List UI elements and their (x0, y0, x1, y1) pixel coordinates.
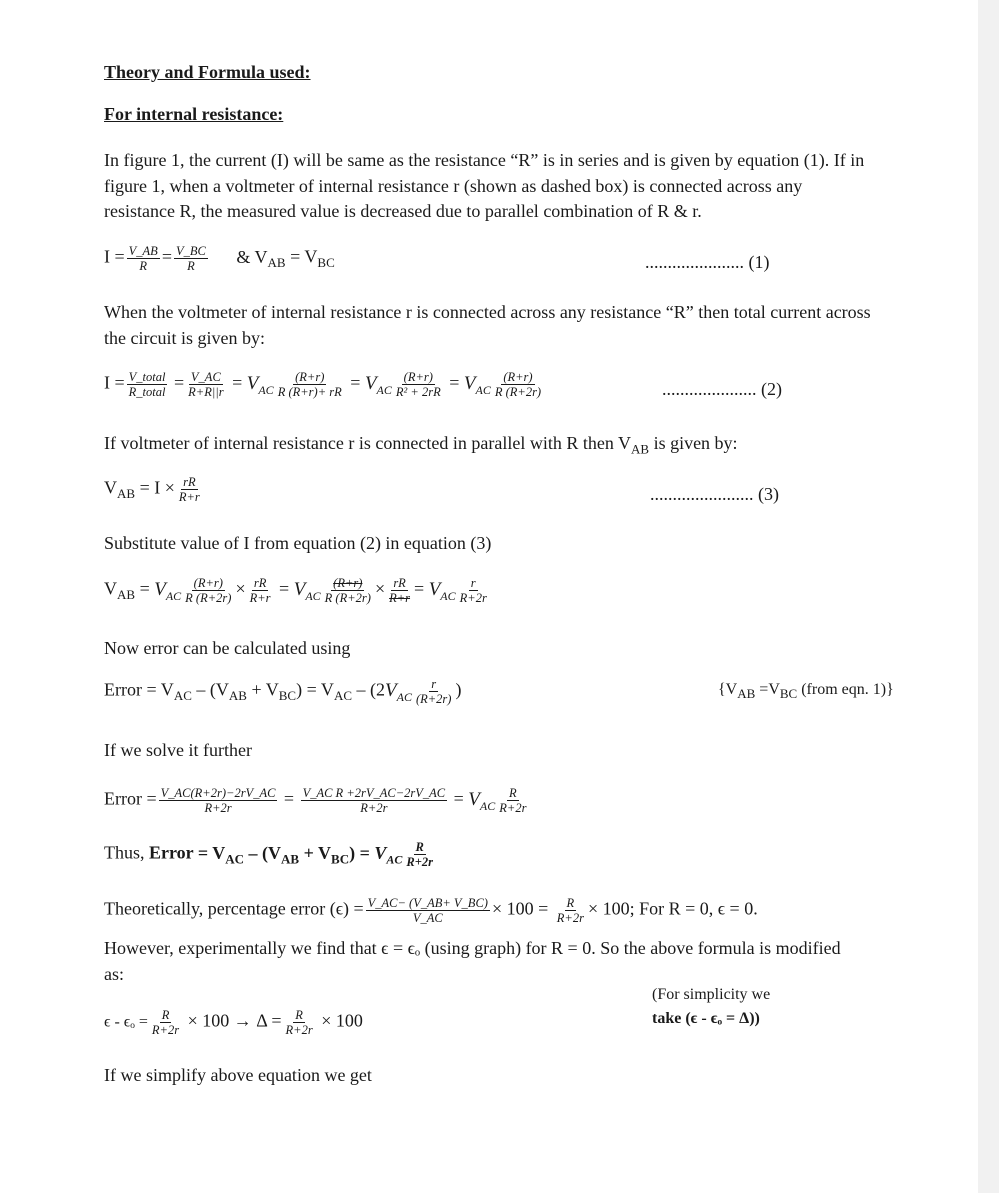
paragraph-error: Now error can be calculated using (104, 638, 351, 658)
eq4-vac-sub-3: AC (440, 588, 456, 603)
para7-text-b: × 100 = (491, 898, 549, 919)
eq6-vac-sub: AC (479, 798, 496, 813)
eq4-frac5-num: r (470, 576, 476, 590)
eq6-lhs: Error = (104, 788, 157, 809)
eq1-mid: = V (285, 246, 318, 267)
paragraph-simplify: If we simplify above equation we get (104, 1065, 372, 1085)
eq8-mid: × 100 → Δ = (187, 1010, 282, 1031)
eq8-frac1-den: R+2r (151, 1023, 180, 1037)
eq8-frac2-den: R+2r (285, 1023, 313, 1037)
equation-1 (104, 244, 335, 273)
note-simplicity-2: take (ϵ - ϵₒ = Δ)) (652, 1010, 760, 1027)
eq4-frac2-den: R+r (249, 591, 271, 605)
eq4-lhs: V (104, 578, 117, 599)
eq1-and: & V (236, 246, 268, 267)
equation-5-note (718, 681, 894, 702)
para7-frac-num: V_AC− (V_AB+ V_BC) (367, 896, 488, 910)
eq2-vac-1: V (246, 372, 259, 394)
eq2-frac4-num: (R+r) (403, 370, 433, 384)
equation-2-number: ..................... (2) (662, 379, 782, 399)
eq8-frac2-num: R (295, 1008, 303, 1022)
para3-end: is given by: (649, 433, 738, 453)
paragraph-substitute: Substitute value of I from equation (2) in equation (3) (104, 533, 492, 553)
eq4-vac-1: V (154, 578, 166, 600)
eq7-frac-den: R+2r (406, 855, 433, 869)
equation-7: Thus, Error = $V_{AC} - (V_{AB} + V_{BC}) = V_{AC}$ $\frac{R}{R+2r}$ (104, 840, 433, 869)
eq1-lhs: I = (104, 246, 125, 267)
equation-5: Error = $V_{AC} - (V_{AB} + V_{BC}) = V_{AC} - (2V_{AC}$ $\frac{r}{(R+2r)}$ ) (104, 677, 462, 706)
eq4-frac2-num: rR (253, 576, 267, 590)
eq2-frac2-num: V_AC (190, 370, 221, 384)
para7-frac2-den: R+2r (556, 911, 584, 925)
eq2-frac4-den: R² + 2rR (395, 385, 441, 399)
eq5-note-end: (from eqn. 1)} (797, 681, 894, 698)
eq3-lhs-sub: AB (117, 486, 136, 502)
scrollbar[interactable] (978, 0, 999, 1193)
eq6-frac3-num: R (509, 786, 517, 800)
eq1-sub-ab: AB (267, 255, 286, 271)
eq4-vac-3: V (428, 578, 441, 600)
paragraph-experimental: However, experimentally we find that ϵ = ϵₒ (using graph) for R = 0. So the above formula is modified as: (104, 938, 841, 984)
eq6-frac1-num: V_AC(R+2r)−2rV_AC (160, 786, 276, 800)
equation-8 (104, 1008, 363, 1037)
eq6-vac: V (468, 788, 480, 810)
eq1-frac2-num: V_BC (175, 244, 206, 258)
eq2-frac1-num: V_total (128, 370, 166, 384)
note-simplicity-1: (For simplicity we (652, 986, 771, 1003)
eq3-frac-den: R+r (178, 490, 200, 504)
eq2-vac-sub-1: AC (258, 382, 274, 397)
eq2-vac-3: V (463, 372, 476, 394)
eq1-frac1-den: R (139, 259, 148, 273)
eq3-mid: = I × (135, 477, 175, 498)
eq1-frac2-den: R (187, 259, 195, 273)
eq2-frac2-den: R+R||r (188, 385, 224, 399)
eq2-vac-sub-3: AC (475, 382, 491, 397)
eq2-vac-2: V (364, 372, 377, 394)
eq5-note-sub1: AB (737, 686, 756, 702)
equation-3 (104, 475, 204, 504)
eq3-lhs: V (104, 477, 117, 498)
equation-4: $V_{AB} = V_{AC}$ $\frac{(R+r)}{R (R+2r)}$ × $\frac{rR}{R+r}$ = $V_{AC}$ $\frac{(R+r)}{R (R+2r)}$ × $\frac{rR}{R+r}$ = $V_{AC}$ $\frac{r}{R+2r}$ (104, 576, 487, 605)
eq2-vac-sub-2: AC (376, 382, 392, 397)
eq1-sub-bc: BC (317, 255, 335, 271)
eq6-frac3-den: R+2r (499, 801, 527, 815)
eq2-frac3-den: R (R+r)+ rR (277, 385, 342, 399)
eq6-frac2-num: V_AC R +2rV_AC−2rV_AC (302, 786, 446, 800)
eq5-note-sub2: BC (779, 686, 798, 702)
eq7-error: Error (149, 842, 194, 863)
eq8-tail: × 100 (321, 1010, 363, 1031)
paragraph-parallel (104, 431, 738, 462)
eq4-frac3-num: (R+r) (333, 576, 363, 590)
eq4-vac-sub-1: AC (165, 588, 182, 603)
equation-2: I = $\frac{\text{V\_total}}{\text{R\_total}}$ = $\frac{V\_AC}{R+R||r}$ = $V_{AC}$ $\frac{(R+r)}{R (R+r)+ rR}$ = $V_{AC}$ $\frac{(R+r)}{\text{R² + 2rR}}$ = $V_{AC}$ $\frac{(R+r)}{R (R+2r)}$ (104, 370, 542, 399)
eq4-frac5-den: R+2r (459, 591, 487, 605)
eq4-frac4-den: R+r (389, 591, 411, 605)
eq4-frac3-den: R (R+2r) (324, 591, 371, 605)
eq4-frac1-num: (R+r) (193, 576, 223, 590)
eq4-frac4-num: rR (393, 576, 406, 590)
eq6-frac2-den: R+2r (360, 801, 388, 815)
equation-3-number: ....................... (3) (650, 484, 779, 504)
paragraph-solve: If we solve it further (104, 740, 252, 760)
eq2-lhs: I = (104, 372, 125, 393)
eq5-note-mid: =V (755, 681, 780, 698)
eq4-frac1-den: R (R+2r) (185, 591, 232, 605)
eq8-frac1-num: R (161, 1008, 170, 1022)
para7-text-a: Theoretically, percentage error (ϵ) = (104, 898, 364, 919)
eq2-frac1-den: R_total (128, 385, 166, 399)
eq5-frac-den: (R+2r) (415, 692, 452, 706)
para3-sub: AB (631, 441, 650, 457)
para7-frac-den: V_AC (412, 911, 443, 925)
eq1-frac1-num: V_AB (128, 244, 158, 258)
eq4-vac-sub-2: AC (305, 588, 321, 603)
eq8-lhs: ϵ - ϵₒ = (104, 1013, 148, 1031)
eq4-vac-2: V (293, 578, 306, 600)
heading-theory: Theory and Formula used: (104, 62, 311, 82)
eq2-frac5-den: R (R+2r) (494, 385, 542, 399)
eq6-frac1-den: R+2r (204, 801, 232, 815)
eq7-frac-num: R (415, 840, 424, 854)
paragraph-voltmeter: When the voltmeter of internal resistance r is connected across any resistance “R” then total current across the circuit is given by: (104, 302, 871, 348)
eq3-frac-num: rR (183, 475, 196, 489)
eq1-equals: = (161, 246, 172, 267)
paragraph-intro: In figure 1, the current (I) will be same as the resistance “R” is in series and is given by equation (1). If in figure 1, when a voltmeter of internal resistance r (shown as dashed box) is connected across any resistance R, the measured value is decreased due to parallel combination of R & r. (104, 150, 865, 221)
eq2-frac5-num: (R+r) (503, 370, 533, 384)
eq2-frac3-num: (R+r) (295, 370, 325, 384)
eq5-note-start: {V (718, 681, 738, 698)
equation-6: Error = $\frac{V\_AC(R+2r)-2rV\_AC}{R+2r}$ = $\frac{\text{V\_AC R +2rV\_AC−2rV\_AC}}{R+2r}$ = $V_{AC}$ $\frac{R}{R+2r}$ (104, 786, 527, 815)
eq5-error-label: Error = V (104, 679, 174, 700)
para7-frac2-num: R (566, 896, 575, 910)
para7-text-c: × 100; For R = 0, ϵ = 0. (587, 898, 758, 919)
eq7-thus: Thus, (104, 842, 149, 863)
eq4-lhs-sub: AB (117, 587, 136, 603)
eq5-frac-num: r (431, 677, 437, 691)
heading-internal-resistance: For internal resistance: (104, 104, 284, 124)
equation-1-number: ...................... (1) (645, 252, 770, 272)
paragraph-theoretical (104, 896, 758, 925)
para3-text: If voltmeter of internal resistance r is connected in parallel with R then V (104, 433, 631, 453)
